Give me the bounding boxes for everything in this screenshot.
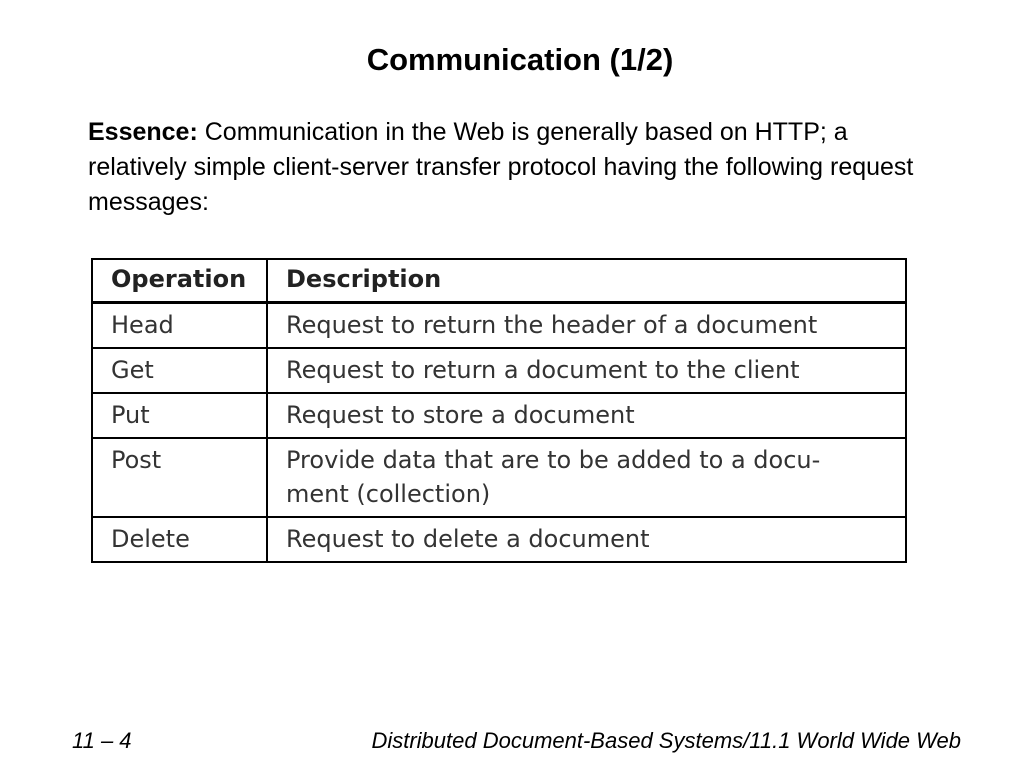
description-cell: Request to return the header of a document — [267, 303, 906, 349]
table-header-row — [92, 259, 906, 303]
slide-title: Communication (1/2) — [366, 42, 674, 77]
footer-course-title: Distributed Document-Based Systems/11.1 World Wide Web — [371, 728, 961, 753]
table-row — [92, 438, 906, 517]
intro-text: Communication in the Web is generally based on HTTP; a relatively simple client-server transfer protocol having the following request messages: — [88, 118, 914, 216]
operation-cell: Post — [92, 438, 267, 517]
table-row — [92, 303, 906, 349]
description-line: ment (collection) — [286, 480, 491, 508]
intro-paragraph — [88, 115, 948, 220]
description-line: Provide data that are to be added to a docu- — [286, 446, 821, 474]
table-row — [92, 393, 906, 438]
operation-cell: Put — [92, 393, 267, 438]
operation-cell: Delete — [92, 517, 267, 562]
description-cell — [267, 438, 906, 517]
operation-cell: Get — [92, 348, 267, 393]
description-cell: Request to delete a document — [267, 517, 906, 562]
table-row — [92, 517, 906, 562]
slide-number: 11 – 4 — [72, 728, 132, 753]
column-header-description: Description — [267, 259, 906, 303]
description-cell: Request to return a document to the client — [267, 348, 906, 393]
http-operations-table — [91, 258, 907, 563]
operation-cell: Head — [92, 303, 267, 349]
table-row — [92, 348, 906, 393]
description-cell: Request to store a document — [267, 393, 906, 438]
intro-lead: Essence: — [88, 118, 198, 146]
column-header-operation: Operation — [92, 259, 267, 303]
